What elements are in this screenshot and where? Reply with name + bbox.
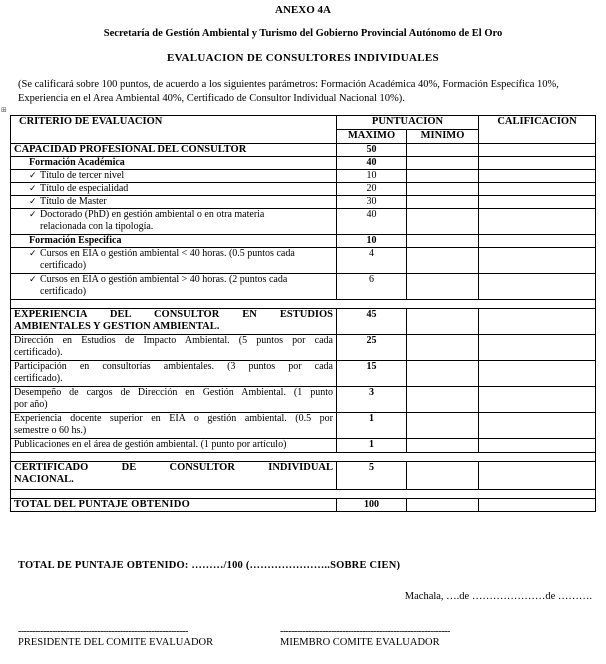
total-max: 100 bbox=[337, 499, 407, 512]
row-label: Formación Académica bbox=[11, 157, 337, 170]
table-row: ✓ Cursos en EIA o gestión ambiental > 40 horas. (2 puntos cada certificado) bbox=[11, 274, 337, 300]
row-max: 40 bbox=[337, 157, 407, 170]
header-puntuacion: PUNTUACION bbox=[337, 116, 479, 130]
checkmark-icon: ✓ bbox=[29, 249, 37, 259]
table-row: Desempeño de cargos de Dirección en Gestión Ambiental. (1 punto por año) bbox=[11, 387, 337, 413]
row-max: 10 bbox=[337, 235, 407, 248]
table-row: ✓ Doctorado (PhD) en gestión ambiental o en otra materia relacionada con la tipología. bbox=[11, 209, 337, 235]
row-max: 30 bbox=[337, 196, 407, 209]
header-calificacion: CALIFICACION bbox=[479, 116, 596, 144]
table-row: ✓ Cursos en EIA o gestión ambiental < 40 horas. (0.5 puntos cada certificado) bbox=[11, 248, 337, 274]
checkmark-icon: ✓ bbox=[29, 171, 37, 181]
header-minimo: MINIMO bbox=[407, 130, 479, 144]
row-max: 15 bbox=[337, 361, 407, 387]
row-max: 1 bbox=[337, 439, 407, 453]
header-criterio: CRITERIO DE EVALUACION bbox=[11, 116, 337, 144]
table-row: EXPERIENCIA DEL CONSULTOR EN ESTUDIOS AMBIENTALES Y GESTION AMBIENTAL. bbox=[11, 309, 337, 335]
row-max: 20 bbox=[337, 183, 407, 196]
header-maximo: MAXIMO bbox=[337, 130, 407, 144]
table-row: Publicaciones en el área de gestión ambiental. (1 punto por artículo) bbox=[11, 439, 337, 453]
table-row: ✓ Título de Master bbox=[11, 196, 337, 209]
evaluation-table bbox=[10, 115, 596, 512]
row-max: 45 bbox=[337, 309, 407, 335]
institution-title: Secretaría de Gestión Ambiental y Turismo del Gobierno Provincial Autónomo de El Oro bbox=[103, 28, 503, 39]
table-row: Experiencia docente superior en EIA o gestión ambiental. (0.5 por semestre o 60 hs.) bbox=[11, 413, 337, 439]
checkmark-icon: ✓ bbox=[29, 210, 37, 220]
table-row: CERTIFICADO DE CONSULTOR INDIVIDUAL NACIONAL. bbox=[11, 462, 337, 490]
table-row: Participación en consultorías ambientales. (3 puntos por cada certificado). bbox=[11, 361, 337, 387]
signature-line-presidente: ------------------------------------------------------------ bbox=[18, 626, 188, 637]
total-label: TOTAL DEL PUNTAJE OBTENIDO bbox=[11, 499, 337, 512]
row-max: 10 bbox=[337, 170, 407, 183]
row-max: 1 bbox=[337, 413, 407, 439]
total-score-line: TOTAL DE PUNTAJE OBTENIDO: ………/100 (…………………..SOBRE CIEN) bbox=[18, 560, 401, 571]
signature-label-presidente: PRESIDENTE DEL COMITE EVALUADOR bbox=[18, 637, 214, 648]
signature-line-miembro: ------------------------------------------------------------ bbox=[280, 626, 450, 637]
row-max: 6 bbox=[337, 274, 407, 300]
row-label: Formación Especifica bbox=[11, 235, 337, 248]
signature-label-miembro: MIEMBRO COMITE EVALUADOR bbox=[280, 637, 440, 648]
row-max: 25 bbox=[337, 335, 407, 361]
intro-paragraph: (Se calificará sobre 100 puntos, de acuerdo a los siguientes parámetros: Formación Académica 40%, Formación Específica 10%, Experiencia en el Area Ambiental 40%, Certificado de Consultor Individual Nacional 10%). bbox=[18, 79, 559, 104]
place-date-line: Machala, ….de …………………de ………. bbox=[404, 591, 592, 602]
row-label: CAPACIDAD PROFESIONAL DEL CONSULTOR bbox=[11, 144, 337, 157]
annex-title: ANEXO 4A bbox=[275, 4, 331, 16]
row-max: 50 bbox=[337, 144, 407, 157]
row-max: 3 bbox=[337, 387, 407, 413]
table-row: ✓ Título de tercer nivel bbox=[11, 170, 337, 183]
checkmark-icon: ✓ bbox=[29, 197, 37, 207]
table-row: ✓ Título de especialidad bbox=[11, 183, 337, 196]
row-max: 4 bbox=[337, 248, 407, 274]
row-max: 5 bbox=[337, 462, 407, 490]
row-max: 40 bbox=[337, 209, 407, 235]
evaluation-title: EVALUACION DE CONSULTORES INDIVIDUALES bbox=[167, 52, 439, 64]
table-row: Dirección en Estudios de Impacto Ambiental. (5 puntos por cada certificado). bbox=[11, 335, 337, 361]
checkmark-icon: ✓ bbox=[29, 184, 37, 194]
table-move-handle-icon[interactable]: ⊞ bbox=[1, 106, 7, 114]
checkmark-icon: ✓ bbox=[29, 275, 37, 285]
